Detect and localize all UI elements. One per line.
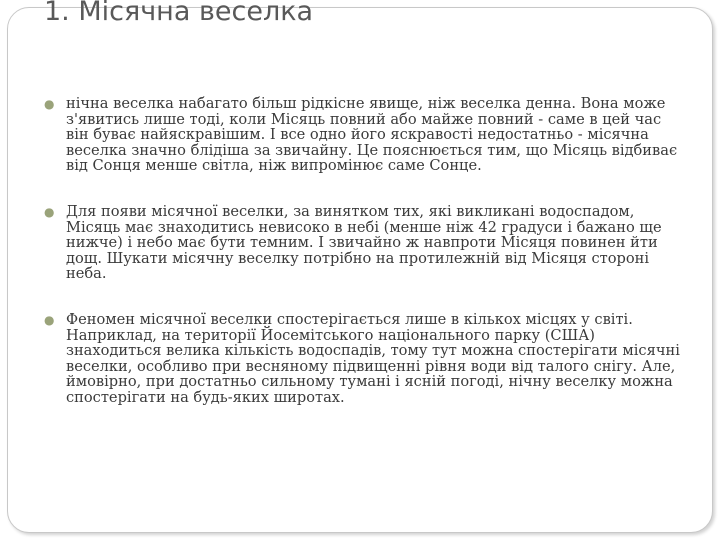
circle-bullet-icon: ● — [44, 97, 55, 111]
list-item — [44, 312, 684, 406]
bullet-text: нічна веселка набагато більш рідкісне явище, ніж веселка денна. Вона може з'явитись лише тоді, коли Місяць повний або майже повний - саме в цей час він буває найяскравішим. І все одно його яскравості недостатньо - місячна веселка значно блідіша за звичайну. Це пояснюється тим, що Місяць відбиває від Сонця менше світла, ніж випромінює саме Сонце. — [66, 95, 678, 175]
bullet-text: Для появи місячної веселки, за винятком тих, які викликані водоспадом, Місяць має знаходитись невисоко в небі (менше ніж 42 градуси і бажано ще нижче) і небо має бути темним. І звичайно ж навпроти Місяця повинен йти дощ. Шукати місячну веселку потрібно на протилежній від Місяця стороні неба. — [66, 202, 662, 283]
list-item — [44, 96, 684, 174]
slide-title: 1. Місячна веселка — [44, 0, 314, 27]
circle-bullet-icon: ● — [44, 204, 55, 219]
bullet-list — [44, 96, 684, 436]
list-item — [44, 204, 684, 282]
bullet-text: Феномен місячної веселки спостерігається лише в кількох місцях у світі. Наприклад, на території Йосемітського національного парку (США) знаходиться велика кількість водоспадів, тому тут можна спостерігати місячні веселки, особливо при весняному підвищенні рівня води від талого снігу. Але, ймовірно, при достатньо сильному тумані і ясній погоді, нічну веселку можна спостерігати на будь-яких широтах. — [66, 310, 680, 406]
circle-bullet-icon: ● — [44, 312, 55, 327]
